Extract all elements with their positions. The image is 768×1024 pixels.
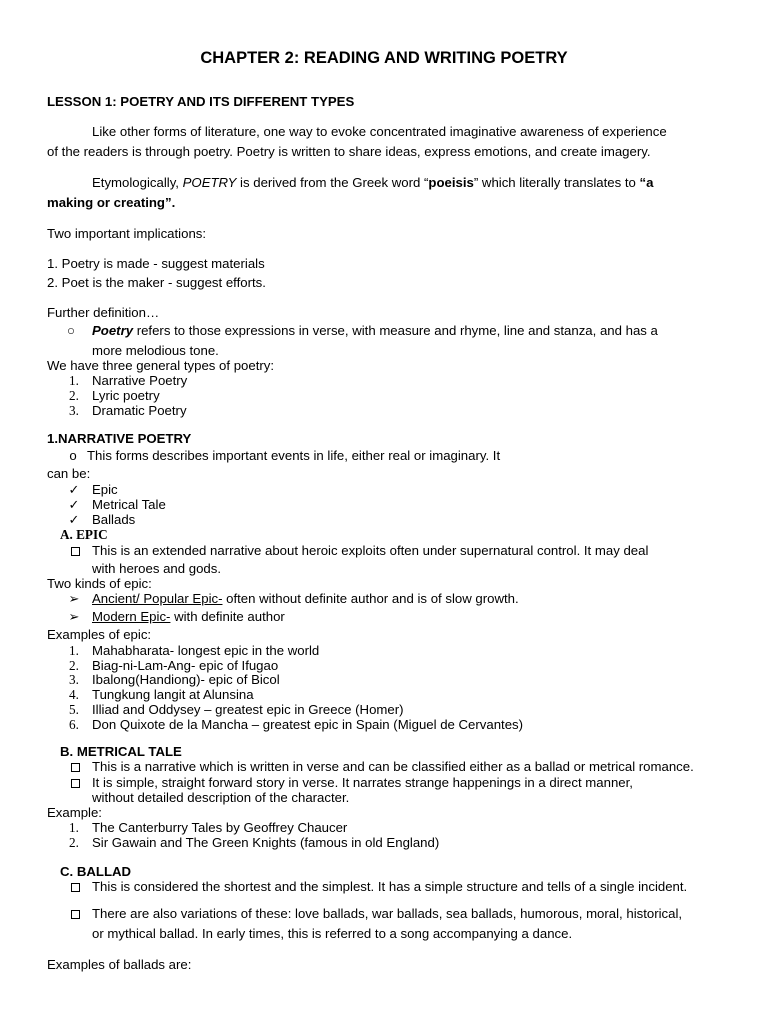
list-number: 6. bbox=[69, 717, 79, 732]
intro-paragraph-2-line-1 bbox=[92, 175, 653, 191]
further-heading: Further definition… bbox=[47, 305, 160, 320]
text-run: often without definite author and is of slow growth. bbox=[222, 591, 519, 606]
metrical-example-item: Sir Gawain and The Green Knights (famous in old England) bbox=[92, 835, 440, 850]
ballad-item-1: This is considered the shortest and the simplest. It has a simple structure and tells of a single incident. bbox=[92, 879, 688, 894]
poeisis-bold: poeisis bbox=[428, 175, 474, 190]
circle-bullet-icon: ○ bbox=[67, 323, 75, 338]
square-bullet-icon bbox=[71, 910, 80, 919]
further-definition-line-2: more melodious tone. bbox=[92, 343, 219, 358]
text-run: is derived from the Greek word “ bbox=[236, 175, 429, 190]
narrative-desc-line-2: can be: bbox=[47, 466, 91, 481]
ballad-heading: C. BALLAD bbox=[60, 864, 132, 879]
metrical-item-2-line-1: It is simple, straight forward story in verse. It narrates strange happenings in a direct manner, bbox=[92, 775, 633, 790]
epic-example-item: Biag-ni-Lam-Ang- epic of Ifugao bbox=[92, 658, 279, 673]
epic-example-item: Don Quixote de la Mancha – greatest epic in Spain (Miguel de Cervantes) bbox=[92, 717, 524, 732]
arrow-bullet-icon: ➢ bbox=[68, 609, 80, 624]
checkmark-icon: ✓ bbox=[68, 512, 80, 527]
text-run: ” which literally translates to bbox=[473, 175, 640, 190]
types-heading: We have three general types of poetry: bbox=[47, 358, 275, 373]
chapter-title: CHAPTER 2: READING AND WRITING POETRY bbox=[200, 49, 568, 67]
text-run: with definite author bbox=[170, 609, 285, 624]
implication-item: 1. Poetry is made - suggest materials bbox=[47, 256, 265, 271]
list-number: 3. bbox=[69, 403, 79, 418]
epic-desc-line-2: with heroes and gods. bbox=[92, 561, 222, 576]
epic-kinds-heading: Two kinds of epic: bbox=[47, 576, 152, 591]
epic-example-item: Tungkung langit at Alunsina bbox=[92, 687, 254, 702]
epic-examples-heading: Examples of epic: bbox=[47, 627, 152, 642]
narrative-desc-line-1: This forms describes important events in life, either real or imaginary. It bbox=[87, 448, 501, 463]
modern-epic-term: Modern Epic- bbox=[92, 609, 171, 624]
epic-example-item: Illiad and Oddysey – greatest epic in Greece (Homer) bbox=[92, 702, 404, 717]
poetry-italic: POETRY bbox=[182, 175, 237, 190]
poetry-type-item: Dramatic Poetry bbox=[92, 403, 187, 418]
list-number: 3. bbox=[69, 672, 79, 687]
intro-paragraph-1-line-1: Like other forms of literature, one way to evoke concentrated imaginative awareness of experience bbox=[92, 124, 667, 139]
implication-item: 2. Poet is the maker - suggest efforts. bbox=[47, 275, 266, 290]
metrical-item-2-line-2: without detailed description of the character. bbox=[92, 790, 350, 805]
list-number: 5. bbox=[69, 702, 79, 717]
o-bullet-icon: o bbox=[69, 448, 77, 463]
checkmark-icon: ✓ bbox=[68, 482, 80, 497]
list-number: 2. bbox=[69, 658, 79, 673]
epic-example-item: Mahabharata- longest epic in the world bbox=[92, 643, 320, 658]
metrical-example-item: The Canterburry Tales by Geoffrey Chaucer bbox=[92, 820, 348, 835]
square-bullet-icon bbox=[71, 547, 80, 556]
poetry-term: Poetry bbox=[92, 323, 134, 338]
lesson-heading: LESSON 1: POETRY AND ITS DIFFERENT TYPES bbox=[47, 94, 355, 109]
list-number: 1. bbox=[69, 820, 79, 835]
poetry-type-item: Narrative Poetry bbox=[92, 373, 188, 388]
epic-heading: A. EPIC bbox=[60, 527, 108, 542]
ballad-item-2-line-1: There are also variations of these: love ballads, war ballads, sea ballads, humorous, moral, historical, bbox=[92, 906, 683, 921]
further-definition-line-1 bbox=[92, 323, 658, 339]
epic-kind-ancient bbox=[92, 591, 519, 607]
ballad-item-2-line-2: or mythical ballad. In early times, this is referred to a song accompanying a dance. bbox=[92, 926, 573, 941]
metrical-example-heading: Example: bbox=[47, 805, 102, 820]
epic-example-item: Ibalong(Handiong)- epic of Bicol bbox=[92, 672, 280, 687]
narrative-kind-item: Epic bbox=[92, 482, 118, 497]
checkmark-icon: ✓ bbox=[68, 497, 80, 512]
implications-heading: Two important implications: bbox=[47, 226, 207, 241]
ballad-examples-heading: Examples of ballads are: bbox=[47, 957, 192, 972]
list-number: 2. bbox=[69, 835, 79, 850]
ancient-epic-term: Ancient/ Popular Epic- bbox=[92, 591, 223, 606]
intro-paragraph-1-line-2: of the readers is through poetry. Poetry is written to share ideas, express emotions, and create imagery. bbox=[47, 144, 651, 159]
metrical-heading: B. METRICAL TALE bbox=[60, 744, 182, 759]
text-run: refers to those expressions in verse, with measure and rhyme, line and stanza, and has a bbox=[133, 323, 658, 338]
metrical-item-1: This is a narrative which is written in verse and can be classified either as a ballad or metrical romance. bbox=[92, 759, 694, 774]
text-run: Etymologically, bbox=[92, 175, 183, 190]
square-bullet-icon bbox=[71, 883, 80, 892]
list-number: 1. bbox=[69, 373, 79, 388]
poetry-type-item: Lyric poetry bbox=[92, 388, 160, 403]
list-number: 4. bbox=[69, 687, 79, 702]
narrative-kind-item: Ballads bbox=[92, 512, 136, 527]
quote-bold: “a bbox=[639, 175, 654, 190]
list-number: 1. bbox=[69, 643, 79, 658]
arrow-bullet-icon: ➢ bbox=[68, 591, 80, 606]
epic-kind-modern bbox=[92, 609, 285, 625]
list-number: 2. bbox=[69, 388, 79, 403]
square-bullet-icon bbox=[71, 779, 80, 788]
narrative-heading: 1.NARRATIVE POETRY bbox=[47, 431, 192, 446]
intro-paragraph-2-line-2: making or creating”. bbox=[47, 195, 176, 210]
narrative-kind-item: Metrical Tale bbox=[92, 497, 166, 512]
epic-desc-line-1: This is an extended narrative about heroic exploits often under supernatural control. It may deal bbox=[92, 543, 649, 558]
square-bullet-icon bbox=[71, 763, 80, 772]
